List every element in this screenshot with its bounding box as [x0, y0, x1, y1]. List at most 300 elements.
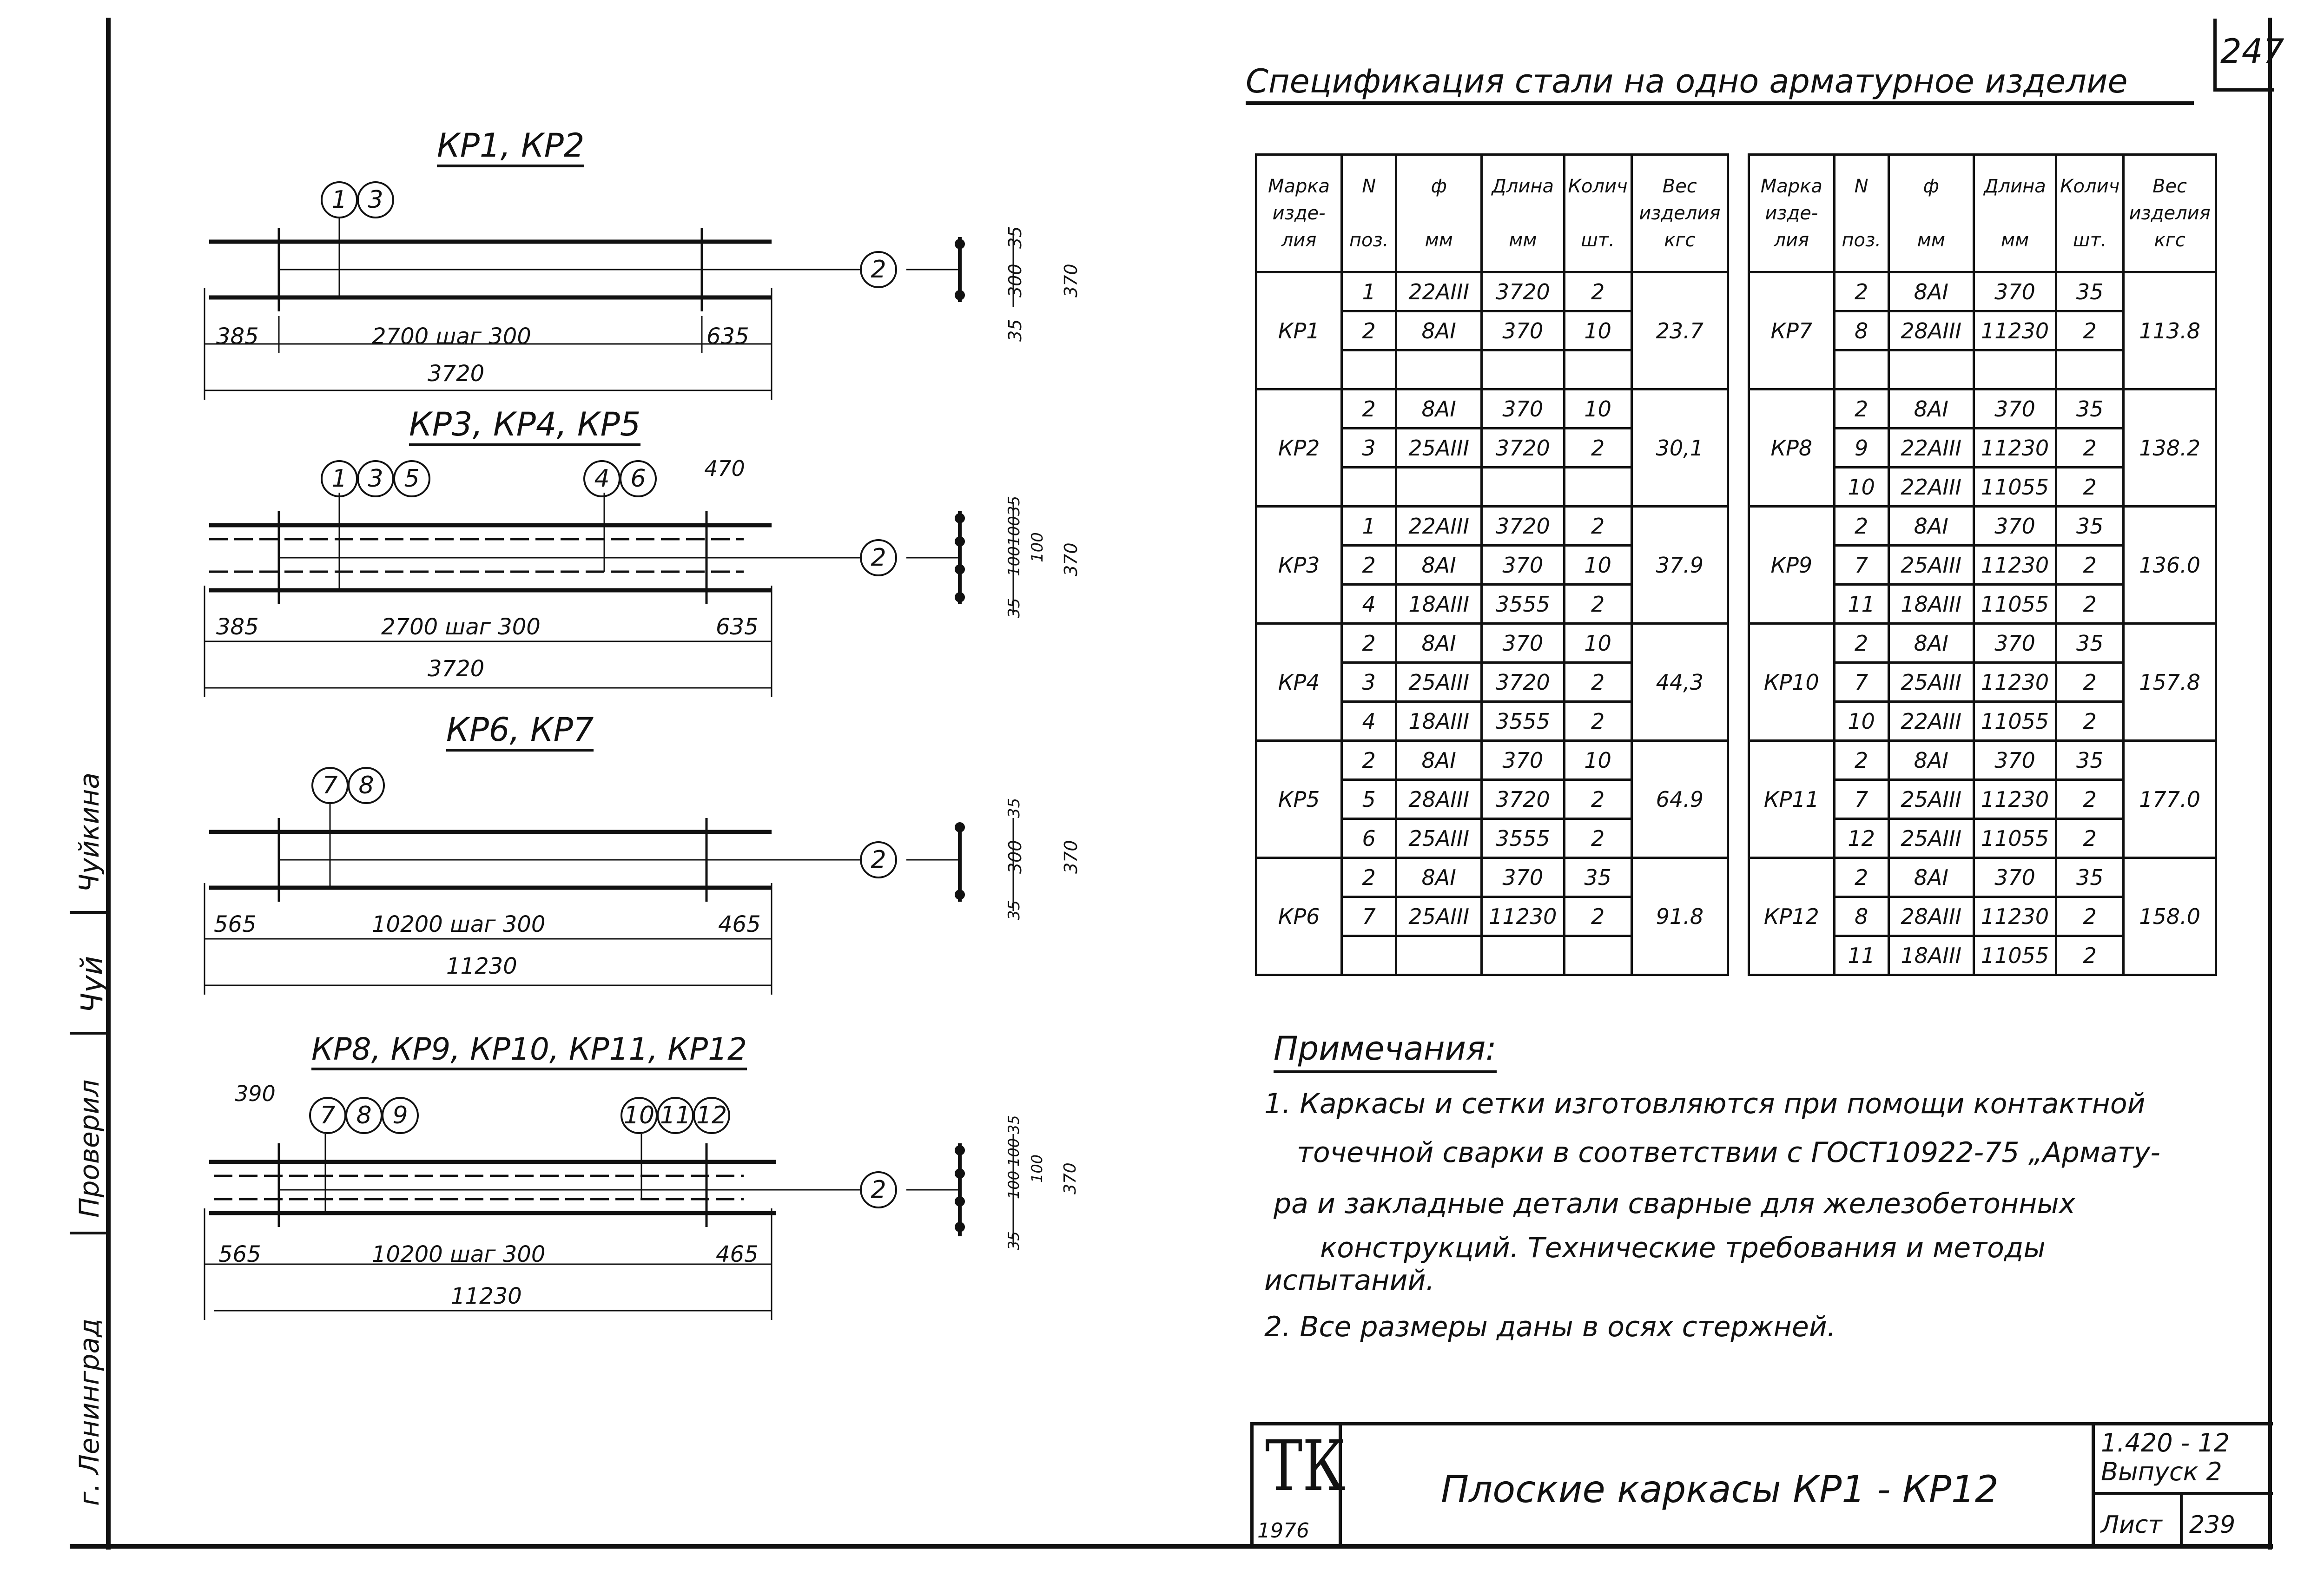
header-n-unit: поз. [1349, 230, 1389, 251]
cell-weight: 44,3 [1631, 624, 1728, 741]
dimension: 635 [716, 614, 759, 640]
cell-quantity: 2 [1564, 897, 1631, 936]
cell-position: 6 [1342, 819, 1396, 858]
cell-diameter [1396, 936, 1482, 975]
cell-diameter: 8AI [1888, 741, 1974, 780]
header-weight [1631, 155, 1728, 272]
stamp-signature: Чуй [75, 956, 110, 1013]
position-marker: 12 [693, 1097, 730, 1134]
cell-weight: 30,1 [1631, 389, 1728, 507]
notes-title [1274, 1029, 1497, 1068]
cell-diameter: 25AIII [1888, 780, 1974, 819]
table-row [1749, 624, 2216, 663]
document-code: 1.420 - 12 [2101, 1428, 2230, 1458]
dimension: 390 [235, 1081, 276, 1106]
cell-diameter: 22AIII [1396, 272, 1482, 311]
cell-quantity: 2 [2056, 429, 2124, 468]
cell-position: 11 [1834, 936, 1888, 975]
cell-length: 11230 [1974, 663, 2056, 702]
header-phi-label: ф [1923, 176, 1939, 197]
sheet-number-box [2213, 19, 2284, 92]
frames-drawings [186, 112, 1134, 1376]
cell-length: 3555 [1482, 819, 1565, 858]
spec-table-left [1255, 153, 1729, 976]
cell-length: 370 [1974, 507, 2056, 546]
cell-mark: КР11 [1749, 741, 1835, 858]
cell-diameter: 8AI [1396, 311, 1482, 350]
position-marker: 7 [309, 1097, 346, 1134]
title-block-divider [2092, 1422, 2095, 1548]
section-dim: 35 [1005, 1231, 1023, 1250]
cell-position: 2 [1342, 741, 1396, 780]
stamp-city: г. Ленинград [73, 1318, 105, 1506]
position-marker: 4 [583, 460, 621, 497]
cell-position: 8 [1834, 897, 1888, 936]
position-marker: 3 [357, 181, 394, 218]
cell-position: 7 [1834, 546, 1888, 585]
header-n [1834, 155, 1888, 272]
header-n-label: N [1854, 176, 1868, 197]
table-row [1256, 507, 1728, 546]
cell-quantity: 2 [2056, 702, 2124, 741]
cell-position: 10 [1834, 702, 1888, 741]
cell-position: 2 [1834, 624, 1888, 663]
cell-diameter: 8AI [1888, 272, 1974, 311]
cell-diameter: 8AI [1396, 858, 1482, 897]
drawing-title: КР6, КР7 [446, 713, 594, 752]
cell-diameter: 18AIII [1888, 585, 1974, 624]
table-row [1749, 507, 2216, 546]
cell-quantity: 2 [1564, 585, 1631, 624]
section-dim: 35 [1005, 226, 1025, 249]
section-dim: 35 [1005, 798, 1023, 818]
cell-diameter: 22AIII [1888, 429, 1974, 468]
header-length-unit: мм [2000, 230, 2029, 251]
position-marker: 2 [860, 251, 897, 288]
header-qty-label: Колич [2060, 176, 2120, 197]
table-row [1256, 858, 1728, 897]
cell-diameter: 8AI [1396, 546, 1482, 585]
cell-quantity: 2 [1564, 702, 1631, 741]
dimension-total: 11230 [446, 953, 517, 979]
tk-logo: ТК [1265, 1426, 1346, 1507]
section-dim: 100 [1028, 532, 1047, 562]
header-length-label: Длина [1492, 176, 1554, 197]
header-qty [1564, 155, 1631, 272]
cell-position: 3 [1342, 429, 1396, 468]
header-weight-label: Вес изделия [2129, 176, 2211, 224]
cell-mark: КР8 [1749, 389, 1835, 507]
section-dim: 100 [1005, 1138, 1023, 1167]
cell-quantity: 2 [1564, 272, 1631, 311]
cell-quantity: 35 [1564, 858, 1631, 897]
dimension: 565 [214, 911, 257, 937]
cell-diameter: 28AIII [1888, 897, 1974, 936]
dimension: 565 [218, 1241, 261, 1267]
cell-diameter: 8AI [1888, 624, 1974, 663]
cell-quantity: 10 [1564, 311, 1631, 350]
side-separator [70, 1032, 108, 1035]
cell-quantity: 2 [1564, 663, 1631, 702]
cell-position: 2 [1834, 507, 1888, 546]
section-dim: 300 [1005, 264, 1025, 297]
note-line: 2. Все размеры даны в осях стержней. [1264, 1311, 1836, 1343]
cell-length: 3555 [1482, 585, 1565, 624]
cell-length [1482, 350, 1565, 389]
cell-position: 2 [1834, 741, 1888, 780]
section-dim: 35 [1005, 1115, 1023, 1134]
dimension-total: 3720 [428, 656, 485, 682]
cell-length: 370 [1482, 546, 1565, 585]
section-dim: 370 [1061, 542, 1081, 576]
cell-position: 2 [1834, 389, 1888, 429]
cell-diameter [1396, 468, 1482, 507]
cell-quantity: 10 [1564, 624, 1631, 663]
cell-diameter: 22AIII [1396, 507, 1482, 546]
title-block-year: 1976 [1257, 1519, 1309, 1543]
cell-position: 7 [1834, 780, 1888, 819]
cell-length: 3720 [1482, 272, 1565, 311]
cell-quantity: 35 [2056, 624, 2124, 663]
position-marker: 5 [393, 460, 430, 497]
section-dim: 35 [1005, 319, 1025, 342]
note-line: испытаний. [1264, 1264, 1435, 1297]
cell-length: 370 [1974, 389, 2056, 429]
table-row [1749, 272, 2216, 311]
cell-quantity: 2 [2056, 819, 2124, 858]
cell-weight: 177.0 [2124, 741, 2216, 858]
cell-diameter: 22AIII [1888, 702, 1974, 741]
position-marker: 10 [621, 1097, 658, 1134]
section-dim: 370 [1061, 264, 1081, 297]
cell-position: 2 [1342, 546, 1396, 585]
table-row [1256, 624, 1728, 663]
cell-length: 11055 [1974, 819, 2056, 858]
cell-weight: 157.8 [2124, 624, 2216, 741]
cell-mark: КР12 [1749, 858, 1835, 975]
drawing-title: КР3, КР4, КР5 [409, 408, 640, 446]
frame-right-border [2268, 18, 2272, 1550]
cell-position [1834, 350, 1888, 389]
position-marker: 7 [311, 767, 349, 804]
stamp-checked: Проверил [73, 1079, 105, 1218]
issue-number: Выпуск 2 [2101, 1457, 2222, 1486]
cell-diameter: 18AIII [1396, 585, 1482, 624]
cell-position: 2 [1342, 858, 1396, 897]
cell-position [1342, 350, 1396, 389]
cell-quantity: 35 [2056, 272, 2124, 311]
section-dim: 100 [1005, 516, 1023, 546]
cell-length: 370 [1482, 389, 1565, 429]
cell-position: 7 [1834, 663, 1888, 702]
cell-diameter: 8AI [1396, 741, 1482, 780]
header-qty-unit: шт. [1581, 230, 1615, 251]
cell-diameter: 18AIII [1888, 936, 1974, 975]
cell-mark: КР2 [1256, 389, 1342, 507]
cell-diameter: 8AI [1888, 858, 1974, 897]
cell-position: 4 [1342, 585, 1396, 624]
cell-length: 370 [1974, 858, 2056, 897]
cell-length: 11055 [1974, 585, 2056, 624]
table-header-row [1749, 155, 2216, 272]
section-dim: 370 [1061, 1162, 1080, 1194]
position-marker: 8 [348, 767, 385, 804]
cell-quantity: 35 [2056, 389, 2124, 429]
cell-position: 12 [1834, 819, 1888, 858]
cell-length: 11055 [1974, 936, 2056, 975]
cell-quantity: 2 [2056, 585, 2124, 624]
cell-mark: КР9 [1749, 507, 1835, 624]
cell-position: 2 [1834, 858, 1888, 897]
section-dim: 35 [1005, 598, 1023, 618]
cell-quantity [2056, 350, 2124, 389]
cell-diameter: 18AIII [1396, 702, 1482, 741]
cell-diameter: 25AIII [1396, 897, 1482, 936]
sheet-value: 239 [2189, 1511, 2236, 1539]
sheet-number: 247 [2220, 32, 2284, 71]
cell-length: 370 [1974, 741, 2056, 780]
header-length [1974, 155, 2056, 272]
table-row [1256, 272, 1728, 311]
cell-diameter: 8AI [1888, 389, 1974, 429]
header-n-label: N [1362, 176, 1376, 197]
frame-bottom-border [70, 1544, 2273, 1549]
cell-position [1342, 468, 1396, 507]
cell-position: 2 [1834, 272, 1888, 311]
dimension: 10200 шаг 300 [372, 1241, 546, 1267]
cell-length: 11055 [1974, 702, 2056, 741]
cell-position: 11 [1834, 585, 1888, 624]
cell-quantity: 2 [2056, 311, 2124, 350]
dimension: 635 [706, 323, 749, 350]
cell-diameter: 25AIII [1396, 819, 1482, 858]
cell-length: 3720 [1482, 507, 1565, 546]
position-marker: 8 [345, 1097, 383, 1134]
cell-weight: 138.2 [2124, 389, 2216, 507]
header-qty-label: Колич [1568, 176, 1628, 197]
cell-quantity [1564, 468, 1631, 507]
cell-mark: КР4 [1256, 624, 1342, 741]
dimension: 465 [718, 911, 761, 937]
cell-diameter: 28AIII [1888, 311, 1974, 350]
title-block-left [1250, 1422, 1254, 1548]
cell-quantity: 2 [1564, 780, 1631, 819]
header-n-unit: поз. [1842, 230, 1881, 251]
drawing-title: КР8, КР9, КР10, КР11, КР12 [311, 1034, 747, 1070]
spec-title: Спецификация стали на одно арматурное изделие [1246, 62, 2128, 100]
cell-mark: КР6 [1256, 858, 1342, 975]
cell-quantity: 35 [2056, 741, 2124, 780]
header-qty [2056, 155, 2124, 272]
table-row [1749, 741, 2216, 780]
cell-position: 2 [1342, 311, 1396, 350]
header-qty-unit: шт. [2073, 230, 2107, 251]
cell-mark: КР3 [1256, 507, 1342, 624]
cell-length: 11230 [1482, 897, 1565, 936]
dimension-total: 3720 [428, 361, 485, 387]
spec-table-right [1748, 153, 2217, 976]
cell-length: 11230 [1974, 429, 2056, 468]
header-weight [2124, 155, 2216, 272]
header-length-unit: мм [1509, 230, 1537, 251]
cell-diameter: 8AI [1888, 507, 1974, 546]
position-marker: 2 [860, 841, 897, 878]
cell-quantity: 2 [2056, 546, 2124, 585]
cell-quantity: 10 [1564, 389, 1631, 429]
dimension: 385 [216, 614, 259, 640]
section-dim: 100 [1005, 546, 1023, 576]
cell-length: 11055 [1974, 468, 2056, 507]
position-marker: 11 [657, 1097, 694, 1134]
cell-quantity: 10 [1564, 741, 1631, 780]
cell-quantity: 35 [2056, 507, 2124, 546]
side-separator [70, 911, 108, 914]
cell-length: 370 [1482, 311, 1565, 350]
header-phi [1888, 155, 1974, 272]
table-row [1749, 389, 2216, 429]
cell-mark: КР1 [1256, 272, 1342, 389]
cell-diameter [1396, 350, 1482, 389]
cell-quantity: 2 [2056, 897, 2124, 936]
header-weight-unit: кгс [1664, 230, 1696, 251]
header-phi-unit: мм [1425, 230, 1453, 251]
section-dim: 100 [1028, 1154, 1046, 1183]
cell-position: 10 [1834, 468, 1888, 507]
cell-quantity: 2 [2056, 936, 2124, 975]
section-dim: 100 [1005, 1170, 1023, 1199]
cell-weight: 91.8 [1631, 858, 1728, 975]
cell-length: 370 [1974, 624, 2056, 663]
header-mark: Марка изде-лия [1749, 155, 1835, 272]
cell-diameter: 25AIII [1396, 429, 1482, 468]
table-row [1256, 741, 1728, 780]
section-dim: 35 [1005, 900, 1023, 920]
cell-quantity: 2 [1564, 429, 1631, 468]
note-line: точечной сварки в соответствии с ГОСТ10922-75 „Армату- [1297, 1136, 2160, 1169]
dimension: 2700 шаг 300 [372, 323, 531, 350]
position-marker: 3 [357, 460, 394, 497]
cell-quantity [1564, 350, 1631, 389]
cell-quantity [1564, 936, 1631, 975]
cell-length [1482, 936, 1565, 975]
cell-mark: КР5 [1256, 741, 1342, 858]
cell-position [1342, 936, 1396, 975]
header-n [1342, 155, 1396, 272]
dimension: 385 [216, 323, 259, 350]
dimension: 2700 шаг 300 [381, 614, 541, 640]
cell-length: 11230 [1974, 897, 2056, 936]
cell-position: 2 [1342, 624, 1396, 663]
header-mark: Марка изде-лия [1256, 155, 1342, 272]
cell-diameter: 28AIII [1396, 780, 1482, 819]
spec-title-underline [1246, 101, 2194, 105]
cell-position: 7 [1342, 897, 1396, 936]
header-weight-label: Вес изделия [1639, 176, 1721, 224]
dimension: 470 [704, 456, 745, 481]
title-block-top [1250, 1422, 2273, 1425]
section-dim: 35 [1005, 495, 1023, 516]
cell-length: 11230 [1974, 546, 2056, 585]
cell-diameter [1888, 350, 1974, 389]
cell-length: 370 [1482, 741, 1565, 780]
sheet-label: Лист [2101, 1511, 2162, 1539]
cell-length: 3555 [1482, 702, 1565, 741]
cell-position: 8 [1834, 311, 1888, 350]
dimension: 10200 шаг 300 [372, 911, 546, 937]
cell-quantity: 2 [2056, 780, 2124, 819]
cell-diameter: 25AIII [1888, 663, 1974, 702]
note-line: ра и закладные детали сварные для железобетонных [1274, 1187, 2076, 1220]
cell-length: 3720 [1482, 663, 1565, 702]
header-weight-unit: кгс [2154, 230, 2185, 251]
cell-diameter: 25AIII [1396, 663, 1482, 702]
cell-weight: 23.7 [1631, 272, 1728, 389]
cell-position: 9 [1834, 429, 1888, 468]
cell-length: 11230 [1974, 311, 2056, 350]
cell-length: 370 [1974, 272, 2056, 311]
position-marker: 9 [382, 1097, 419, 1134]
cell-length: 3720 [1482, 780, 1565, 819]
header-length-label: Длина [1984, 176, 2046, 197]
cell-length: 11230 [1974, 780, 2056, 819]
side-separator [70, 1232, 108, 1234]
cell-mark: КР7 [1749, 272, 1835, 389]
table-row [1749, 858, 2216, 897]
position-marker: 1 [321, 460, 358, 497]
header-length [1482, 155, 1565, 272]
dimension: 465 [716, 1241, 759, 1267]
dimension-total: 11230 [451, 1283, 522, 1309]
position-marker: 6 [620, 460, 657, 497]
cell-quantity: 2 [2056, 663, 2124, 702]
cell-length: 370 [1482, 624, 1565, 663]
header-phi-label: ф [1431, 176, 1447, 197]
header-phi-unit: мм [1917, 230, 1945, 251]
drawing-sheet-title: Плоские каркасы КР1 - КР12 [1441, 1468, 1999, 1511]
drawing-title: КР1, КР2 [437, 129, 584, 167]
cell-diameter: 22AIII [1888, 468, 1974, 507]
cell-diameter: 25AIII [1888, 819, 1974, 858]
cell-position: 5 [1342, 780, 1396, 819]
cell-weight: 158.0 [2124, 858, 2216, 975]
cell-diameter: 8AI [1396, 624, 1482, 663]
header-phi [1396, 155, 1482, 272]
cell-quantity: 2 [1564, 819, 1631, 858]
cell-length [1974, 350, 2056, 389]
cell-weight: 64.9 [1631, 741, 1728, 858]
cell-position: 4 [1342, 702, 1396, 741]
cell-position: 2 [1342, 389, 1396, 429]
note-line: конструкций. Технические требования и методы [1320, 1232, 2046, 1264]
cell-weight: 136.0 [2124, 507, 2216, 624]
cell-length [1482, 468, 1565, 507]
position-marker: 2 [860, 1171, 897, 1208]
stamp-name: Чуйкина [73, 772, 105, 892]
section-dim: 300 [1005, 840, 1025, 874]
cell-quantity: 2 [1564, 507, 1631, 546]
cell-length: 3720 [1482, 429, 1565, 468]
cell-length: 370 [1482, 858, 1565, 897]
table-row [1256, 389, 1728, 429]
position-marker: 1 [321, 181, 358, 218]
section-dim: 370 [1061, 840, 1081, 874]
cell-weight: 113.8 [2124, 272, 2216, 389]
notes-title-text: Примечания: [1274, 1029, 1497, 1073]
cell-position: 1 [1342, 507, 1396, 546]
cell-position: 1 [1342, 272, 1396, 311]
cell-quantity: 35 [2056, 858, 2124, 897]
cell-position: 3 [1342, 663, 1396, 702]
